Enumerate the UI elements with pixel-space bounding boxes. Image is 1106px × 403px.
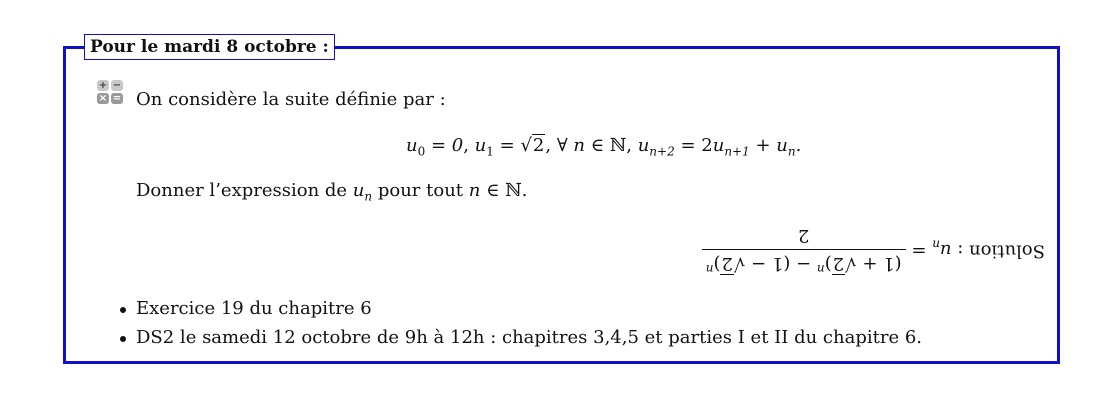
exercise-intro: On considère la suite définie par : [136,89,446,110]
question-prefix: Donner l’expression de [136,180,348,201]
list-item-2: DS2 le samedi 12 octobre de 9h à 12h : chapitres 3,4,5 et parties I et II du chapitre 6. [136,327,923,348]
solution-line [702,225,1045,276]
calculator-icon: + − × = [98,80,122,104]
formula-u1: $u_1 = √2$ [474,135,545,159]
bullet [120,307,126,313]
formula-recurrence: $u_{n+2} = 2u_{n+1} + u_n$. [637,135,802,159]
solution-denominator: 2 [797,225,810,246]
exercise-question [136,180,527,208]
header-tag: Pour le mardi 8 octobre : [84,34,335,60]
solution-fraction [702,225,906,276]
bullet [120,336,126,342]
question-domain: n ∈ ℕ. [468,180,528,201]
formula-u0: $u_0 = 0$ [406,135,464,159]
formula-quantifier: ∀ n ∈ ℕ [556,135,627,156]
formula-line: $u_0 = 0$, $u_1 = √2$, ∀ n ∈ ℕ, $u_{n+2} = 2u_{n+1} + u_n$. [406,135,802,159]
solution-upside-down [705,225,1045,284]
list-item-1: Exercice 19 du chapitre 6 [136,298,372,319]
question-suffix: pour tout [377,180,464,201]
solution-lhs: $u_n$ = [911,237,952,262]
solution-label: Solution : [957,240,1045,262]
question-var: $u_n$ [352,180,373,204]
solution-numerator: $(1 + √2)^n - (1 - √2)^n$ [702,249,906,276]
